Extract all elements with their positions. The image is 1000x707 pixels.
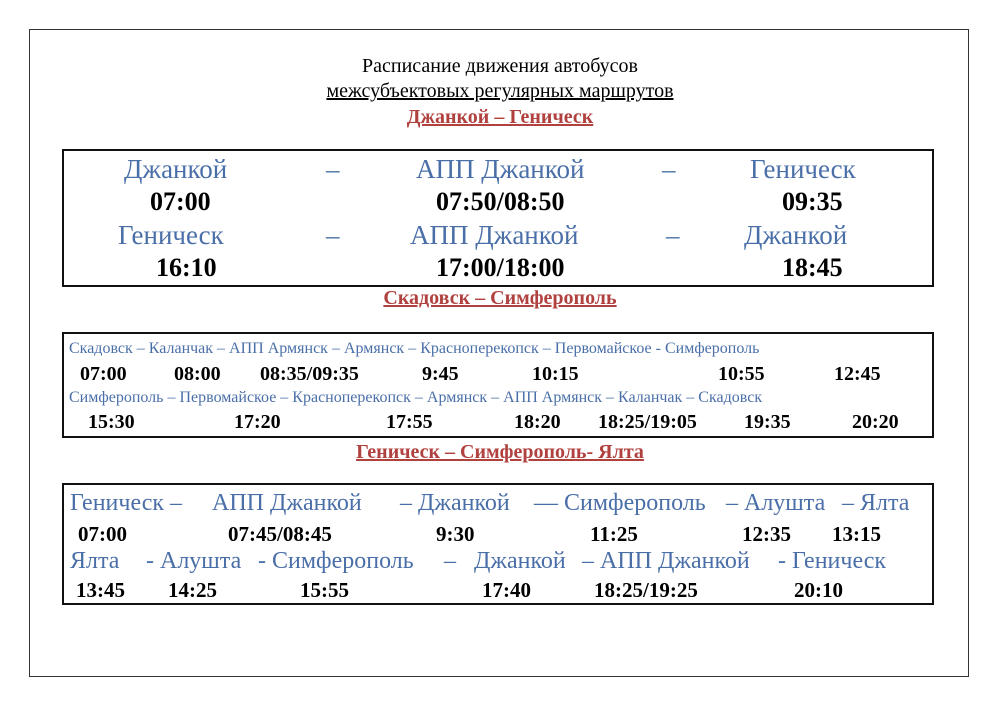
route-3-back-time: 20:10 — [794, 578, 843, 602]
route-3-forward-time: 13:15 — [832, 522, 881, 546]
route-2-box — [62, 332, 934, 438]
route-1-back-stop: Геническ — [118, 220, 224, 250]
route-3-forward-stop: АПП Джанкой — [212, 490, 362, 516]
route-3-back-time: 18:25/19:25 — [594, 578, 698, 602]
route-1-forward-dash: – — [662, 154, 676, 184]
schedule-title: Расписание движения автобусов — [362, 55, 638, 77]
route-3-back-time: 13:45 — [76, 578, 125, 602]
route-1-back-time: 18:45 — [782, 253, 843, 282]
route-1-back-dash: – — [666, 220, 680, 250]
route-1-forward-time: 07:00 — [150, 187, 211, 216]
route-1-back-time: 16:10 — [156, 253, 217, 282]
route-1-back-stop: АПП Джанкой — [410, 220, 579, 250]
route-1-forward-dash: – — [326, 154, 340, 184]
route-3-forward-stop: – Алушта — [726, 490, 826, 516]
route-3-back-stop: - Симферополь — [258, 548, 414, 574]
route-2-back-time: 15:30 — [88, 411, 135, 433]
route-3-box — [62, 483, 934, 605]
route-2-back-time: 17:20 — [234, 411, 281, 433]
route-3-forward-stop: – Ялта — [842, 490, 910, 516]
route-2-forward-time: 12:45 — [834, 363, 881, 385]
route-3-forward-time: 11:25 — [590, 522, 638, 546]
route-3-title: Геническ – Симферополь- Ялта — [356, 441, 644, 463]
route-2-back-stops: Симферополь – Первомайское – Красноперекопск – Армянск – АПП Армянск – Каланчак – Скадовск — [69, 389, 763, 406]
route-1-forward-time: 09:35 — [782, 187, 843, 216]
route-2-forward-time: 07:00 — [80, 363, 127, 385]
route-2-forward-stops: Скадовск – Каланчак – АПП Армянск – Армянск – Красноперекопск – Первомайское - Симферополь — [69, 340, 760, 357]
route-1-forward-stop: Геническ — [750, 154, 856, 184]
route-1-forward-time: 07:50/08:50 — [436, 187, 565, 216]
route-2-back-time: 17:55 — [386, 411, 433, 433]
route-2-back-time: 18:25/19:05 — [598, 411, 697, 433]
route-3-back-time: 14:25 — [168, 578, 217, 602]
route-3-back-time: 15:55 — [300, 578, 349, 602]
route-3-back-stop: Джанкой — [474, 548, 566, 574]
route-3-forward-stop: – Джанкой — [400, 490, 510, 516]
route-3-forward-stop: — Симферополь — [534, 490, 706, 516]
route-2-title: Скадовск – Симферополь — [383, 287, 617, 309]
route-3-back-stop: - Алушта — [146, 548, 242, 574]
route-2-forward-time: 9:45 — [422, 363, 459, 385]
route-3-forward-time: 07:45/08:45 — [228, 522, 332, 546]
route-3-forward-time: 9:30 — [436, 522, 475, 546]
route-2-forward-time: 10:15 — [532, 363, 579, 385]
route-3-back-dash: – — [444, 548, 456, 574]
route-3-back-stop: – АПП Джанкой — [582, 548, 750, 574]
route-3-back-time: 17:40 — [482, 578, 531, 602]
route-3-forward-time: 12:35 — [742, 522, 791, 546]
route-2-forward-time: 08:35/09:35 — [260, 363, 359, 385]
route-2-back-time: 19:35 — [744, 411, 791, 433]
route-1-back-time: 17:00/18:00 — [436, 253, 565, 282]
route-3-back-stop: Ялта — [70, 548, 120, 574]
route-1-forward-stop: АПП Джанкой — [416, 154, 585, 184]
route-3-forward-time: 07:00 — [78, 522, 127, 546]
route-2-back-time: 20:20 — [852, 411, 899, 433]
route-2-forward-time: 10:55 — [718, 363, 765, 385]
schedule-subtitle: межсубъектовых регулярных маршрутов — [326, 80, 674, 102]
route-2-back-time: 18:20 — [514, 411, 561, 433]
route-1-box — [62, 149, 934, 287]
route-1-back-dash: – — [326, 220, 340, 250]
route-3-forward-stop: Геническ – — [70, 490, 183, 516]
route-3-back-stop: - Геническ — [778, 548, 887, 574]
route-1-back-stop: Джанкой — [744, 220, 848, 250]
route-1-title: Джанкой – Геническ — [406, 106, 594, 128]
route-2-forward-time: 08:00 — [174, 363, 221, 385]
route-1-forward-stop: Джанкой — [124, 154, 228, 184]
